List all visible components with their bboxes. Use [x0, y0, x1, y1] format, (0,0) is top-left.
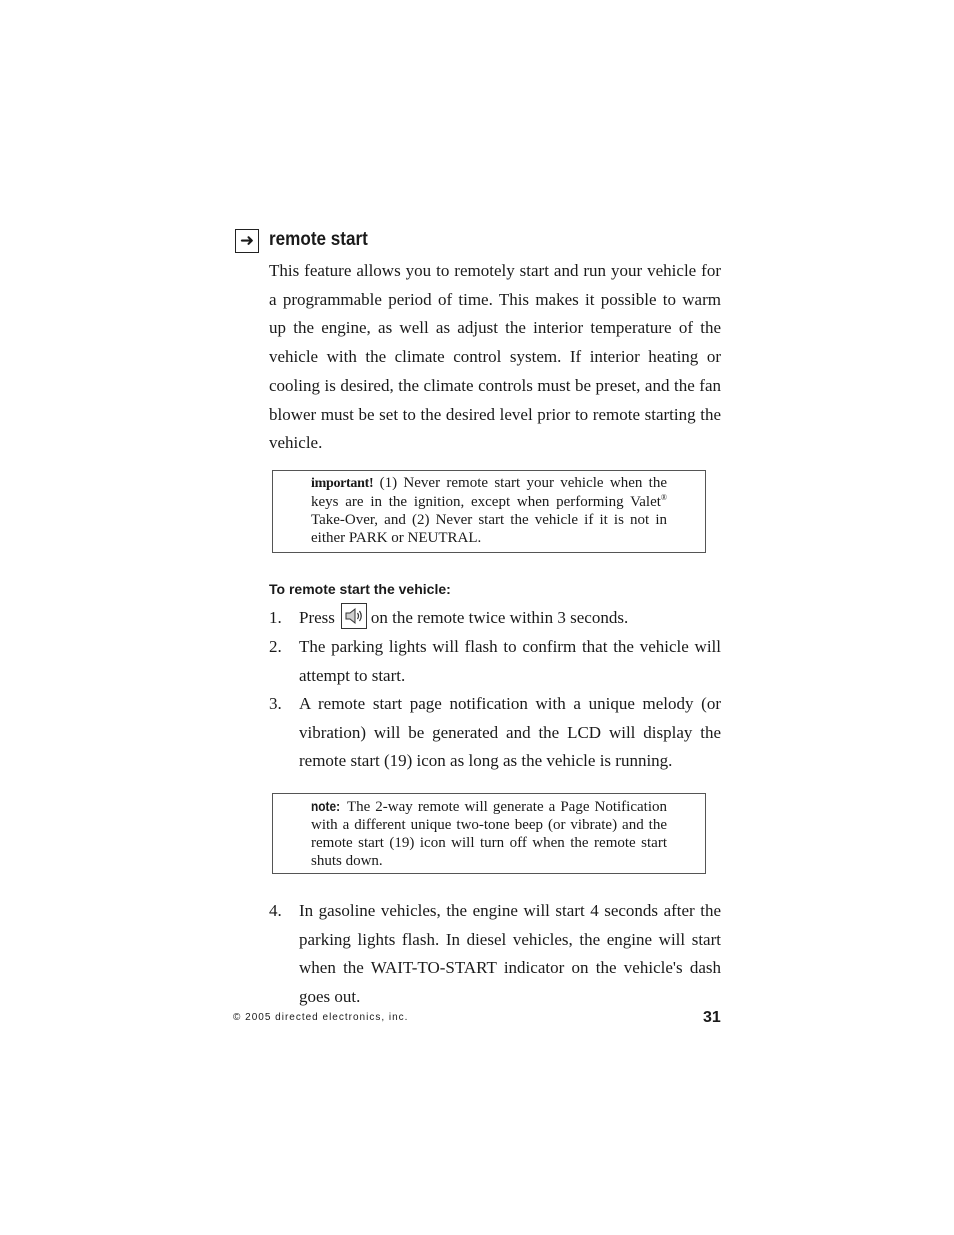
right-arrow-icon: ➜: [235, 229, 259, 253]
step-number: 2.: [269, 637, 282, 656]
page-number: 31: [703, 1009, 721, 1026]
copyright: © 2005 directed electronics, inc.: [233, 1012, 409, 1023]
step-2: [269, 633, 721, 690]
important-text-2: Take-Over, and (2) Never start the vehicle if it is not in either PARK or NEUTRAL.: [311, 512, 667, 546]
note-box: [272, 793, 706, 874]
speaker-button-icon: [341, 603, 367, 629]
registered-mark: ®: [660, 493, 667, 502]
step-4: [269, 897, 721, 1012]
step-number: 3.: [269, 694, 282, 713]
step-1-text-before: Press: [299, 608, 335, 627]
step-number: 4.: [269, 901, 282, 920]
step-1-text-after: on the remote twice within 3 seconds.: [370, 608, 629, 627]
step-1: [269, 604, 721, 633]
step-number: 1.: [269, 608, 282, 627]
intro-paragraph: This feature allows you to remotely start and run your vehicle for a programmable period of time. This makes it possible to warm up the engine, as well as adjust the interior temperature of the vehicle with the climate control system. If interior heating or cooling is desired, the climate controls must be preset, and the fan blower must be set to the desired level prior to remote starting the vehicle.: [269, 261, 721, 453]
step-3: [269, 690, 721, 776]
important-text-1: (1) Never remote start your vehicle when the keys are in the ignition, except when performing Valet: [311, 475, 667, 510]
step-3-text: A remote start page notification with a unique melody (or vibration) will be generated and the LCD will display the remote start (19) icon as long as the vehicle is running.: [299, 694, 721, 771]
section-title: remote start: [269, 229, 368, 250]
note-label: note:: [311, 798, 341, 814]
step-2-text: The parking lights will flash to confirm that the vehicle will attempt to start.: [299, 637, 721, 685]
important-box: [272, 470, 706, 553]
note-text: The 2-way remote will generate a Page Notification with a different unique two-tone beep (or vibrate) and the remote start (19) icon will turn off when the remote start shuts down.: [311, 799, 667, 869]
important-label: important!: [311, 476, 374, 491]
step-4-text: In gasoline vehicles, the engine will start 4 seconds after the parking lights flash. In diesel vehicles, the engine will start when the WAIT-TO-START indicator on the vehicle's dash goes out.: [299, 901, 721, 1007]
procedure-heading: To remote start the vehicle:: [269, 581, 451, 597]
